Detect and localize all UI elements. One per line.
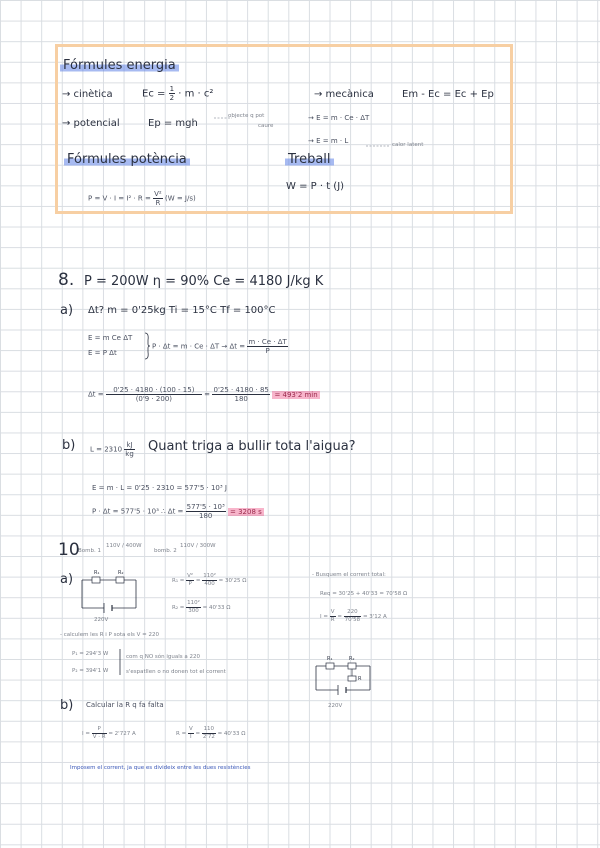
- work-title: Treball: [285, 152, 334, 167]
- heat-formula: → E = m · Ce · ΔT: [308, 114, 370, 122]
- p10-calc-text: - calculem les R i P sota els V = 220: [60, 632, 160, 638]
- p8-eq2: E = P Δt: [88, 349, 117, 357]
- p8-given: P = 200W η = 90% Ce = 4180 J/kg K: [84, 274, 324, 289]
- svg-text:R: R: [358, 676, 362, 682]
- potencial-formula: Ep = mgh: [148, 118, 198, 129]
- p10-itotal: I = $\frac{V}{R}$ = $\frac{220}{70'58}$ = 3'12 A: [320, 609, 387, 623]
- p8-eq1: E = m Ce ΔT: [88, 334, 133, 342]
- latent-formula: → E = m · L: [308, 137, 349, 145]
- p8-b-question: Quant triga a bullir tota l'aigua?: [148, 439, 356, 454]
- note-object: objecte q pot: [228, 113, 265, 119]
- p8-brace: [144, 332, 150, 360]
- mecanica-label: → mecànica: [314, 89, 374, 100]
- note-arrow: [214, 115, 234, 121]
- cinetica-label: → cinètica: [62, 89, 113, 100]
- circuit-1-voltage: 220V: [94, 617, 109, 623]
- p10-p2: P₂ = 394'1 W: [72, 668, 109, 674]
- note-latent: calor latent: [392, 142, 424, 148]
- circuit-1: [80, 566, 138, 618]
- svg-text:R₁: R₁: [327, 656, 333, 662]
- p10-bulb1-spec: 110V / 400W: [106, 543, 142, 549]
- p10-bulb1: Bomb. 1: [78, 548, 101, 554]
- p8-a-given: Δt? m = 0'25kg Ti = 15°C Tf = 100°C: [88, 305, 276, 316]
- work-formula: W = P · t (J): [286, 181, 345, 192]
- p8-dt: Δt = $\frac{0'25 \cdot 4180 \cdot (100 - 15)}{(0'9 \cdot 200)}$ = $\frac{0'25 \cdot 4180 \cdot 85}{180}$ = 493'2 min: [88, 386, 318, 403]
- p8-a-label: a): [60, 303, 74, 318]
- p10-b-i: I = $\frac{P}{V \cdot R}$ = 2'727 A: [82, 726, 136, 740]
- power-formula: P = V · I = I² · R = $\frac{\text{V²}}{R}$ (W = J/s): [88, 190, 196, 207]
- svg-text:R₂: R₂: [349, 656, 355, 662]
- p10-final: Imposem el corrent, ja que es divideix entre les dues resistències: [70, 765, 251, 771]
- p10-req: Req = 30'25 + 40'33 = 70'58 Ω: [320, 591, 408, 597]
- p10-b-label: b): [60, 698, 74, 713]
- p10-brace: [118, 648, 124, 676]
- p10-bulb2-spec: 110V / 300W: [180, 543, 216, 549]
- note-caure: caure: [258, 123, 274, 129]
- p8-b-given: L = 2310 $\frac{kJ}{kg}$: [90, 441, 134, 458]
- p10-conclusion-1: com q NO són iguals a 220: [126, 654, 201, 660]
- p10-conclusion-2: s'espatllen o no donen tot el corrent: [126, 669, 226, 675]
- energy-title: Fórmules energia: [60, 58, 179, 73]
- circuit-2: [312, 652, 374, 698]
- p8-b-label: b): [62, 438, 76, 453]
- p8-b-eq2: P · Δt = 577'5 · 10³ ∴ Δt = $\frac{\text{577'5 · 10³}}{180}$ = 3208 s: [92, 503, 262, 520]
- circuit-2-voltage: 220V: [328, 703, 343, 709]
- mecanica-formula: Em - Ec = Ec + Ep: [402, 89, 494, 100]
- p10-r1: R₁ = $\frac{\text{V²}}{P}$ = $\frac{\text{110²}}{400}$ = 30'25 Ω: [172, 573, 247, 587]
- p10-a-label: a): [60, 572, 74, 587]
- p8-b-eq1: E = m · L = 0'25 · 2310 = 577'5 · 10³ J: [92, 484, 227, 492]
- p10-b-r: R = $\frac{V}{I}$ = $\frac{110}{2'72}$ = 40'33 Ω: [176, 726, 246, 740]
- power-title: Fórmules potència: [64, 152, 190, 167]
- svg-text:R₂: R₂: [118, 570, 124, 576]
- cinetica-formula: Ec = $\frac{1}{2}$ · m · c²: [142, 85, 214, 102]
- p10-number: 10: [58, 540, 80, 560]
- svg-text:R₁: R₁: [94, 570, 100, 576]
- potencial-label: → potencial: [62, 118, 120, 129]
- p8-number: 8.: [58, 270, 75, 290]
- p10-bulb2: bomb. 2: [154, 548, 177, 554]
- p10-b-text: Calcular la R q fa falta: [86, 701, 164, 709]
- p8-eq-chain: P · Δt = m · Ce · ΔT → Δt = $\frac{m \cdot Ce \cdot \Delta T}{P}$: [152, 338, 287, 355]
- p10-p1: P₁ = 294'3 W: [72, 651, 109, 657]
- latent-arrow: [366, 143, 392, 149]
- p10-r2: R₂ = $\frac{\text{110²}}{300}$ = 40'33 Ω: [172, 600, 231, 614]
- p10-total-title: - Busquem el corrent total:: [312, 572, 386, 578]
